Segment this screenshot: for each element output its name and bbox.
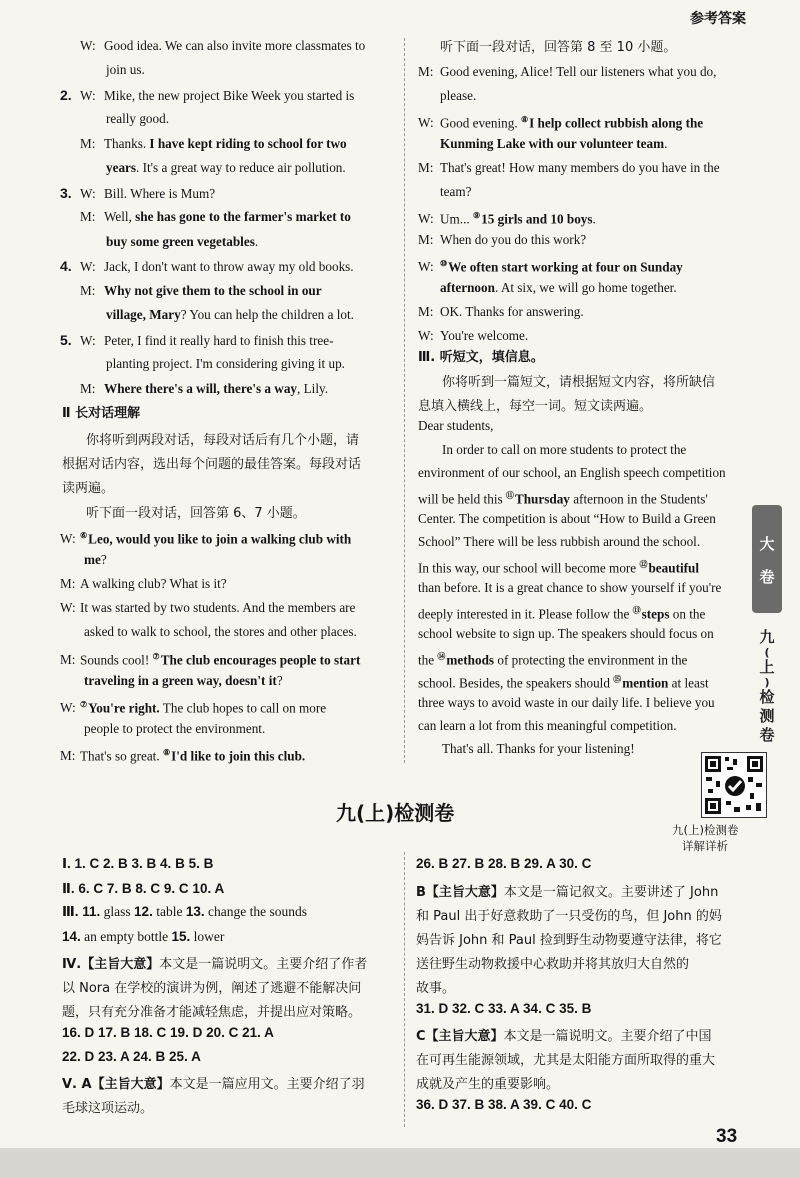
- answer-summary: B【主旨大意】本文是一篇记叙文。主要讲述了 John: [416, 885, 719, 900]
- dialogue-line: planting project. I'm considering giving it up.: [106, 356, 345, 371]
- answer-summary: Ⅴ. A【主旨大意】本文是一篇应用文。主要介绍了羽: [62, 1077, 365, 1092]
- dialogue-line: M: A walking club? What is it?: [60, 576, 227, 591]
- dialogue-line: Kunming Lake with our volunteer team.: [440, 136, 668, 151]
- dialogue-line: W: ⑦You're right. The club hopes to call on more: [60, 700, 327, 716]
- side-tab-char: 卷: [759, 568, 775, 586]
- answer-summary-line: 成就及产生的重要影响。: [416, 1077, 560, 1092]
- dialogue-line: M: Sounds cool! ⑦The club encourages people to start: [60, 652, 361, 668]
- dialogue-line: W: It was started by two students. And the members are: [60, 600, 356, 615]
- dialogue-line: M: That's so great. ⑧I'd like to join this club.: [60, 748, 306, 764]
- qr-caption-2: 详解详析: [682, 839, 728, 853]
- dialogue-line: M: Where there's a will, there's a way, Lily.: [80, 381, 329, 396]
- passage-line: school. Besides, the speakers should ⑮mention at least: [418, 675, 709, 691]
- answer-summary-line: 题，只有充分准备才能减轻焦虑，并提出应对策略。: [62, 1005, 362, 1020]
- dialogue-line: M: Why not give them to the school in our: [80, 283, 322, 298]
- page-number: 33: [716, 1126, 738, 1147]
- section2-intro-3: 读两遍。: [62, 481, 115, 496]
- passage-line: can learn a lot from this meaningful competition.: [418, 718, 677, 733]
- dialogue-line: join us.: [106, 62, 145, 77]
- passage-line: In this way, our school will become more ⑫beautiful: [418, 560, 700, 576]
- dialogue-line: team?: [440, 184, 472, 199]
- dialogue-line: 3. W: Bill. Where is Mum?: [60, 185, 216, 201]
- dialogue-line: asked to walk to school, the stores and other places.: [84, 624, 357, 639]
- dialogue-line: W: ⑥Leo, would you like to join a walking club with: [60, 531, 352, 547]
- dialogue-line: W: Good idea. We can also invite more classmates to: [80, 38, 366, 53]
- dialogue-line: buy some green vegetables.: [106, 234, 259, 249]
- dialogue-line: traveling in a green way, doesn't it?: [84, 673, 283, 688]
- section3-heading: Ⅲ. 听短文，填信息。: [418, 350, 544, 365]
- dialogue-line: W: Good evening. ⑧I help collect rubbish along the: [418, 115, 704, 131]
- passage-line: Center. The competition is about “How to Build a Green: [418, 511, 716, 526]
- dialogue-line: 4. W: Jack, I don't want to throw away my old books.: [60, 258, 354, 274]
- answer-row: 14. an empty bottle 15. lower: [62, 929, 225, 944]
- section2-intro-1: 你将听到两段对话，每段对话后有几个小题，请: [86, 433, 360, 448]
- answer-summary: Ⅳ.【主旨大意】本文是一篇说明文。主要介绍了作者: [62, 957, 368, 972]
- answer-summary-line: 故事。: [416, 981, 456, 996]
- qr-code[interactable]: [701, 752, 767, 818]
- answer-summary-line: 在可再生能源领域，尤其是太阳能方面所取得的重大: [416, 1053, 716, 1068]
- dialogue-line: really good.: [106, 111, 169, 126]
- dialogue-line: W: Um... ⑨15 girls and 10 boys.: [418, 211, 596, 227]
- dialogue-line: me?: [84, 552, 107, 567]
- section3-intro-2: 息填入横线上，每空一词。短文读两遍。: [418, 399, 653, 414]
- column-divider: [404, 38, 405, 763]
- listen-instruction-1: 听下面一段对话，回答第 6、7 小题。: [86, 506, 306, 521]
- dialogue-line: people to protect the environment.: [84, 721, 266, 736]
- passage-line: School” There will be less rubbish around the school.: [418, 534, 701, 549]
- answer-summary-line: 送往野生动物救援中心救助并将其放归大自然的: [416, 957, 690, 972]
- header-title: 参考答案: [690, 11, 746, 27]
- passage-line: three ways to avoid waste in our daily life. I believe you: [418, 695, 715, 710]
- passage-line: That's all. Thanks for your listening!: [442, 741, 635, 756]
- passage-line: than before. It is a great chance to show yourself if you're: [418, 580, 722, 595]
- answer-row: 26. B 27. B 28. B 29. A 30. C: [416, 856, 592, 871]
- answer-row: Ⅰ. 1. C 2. B 3. B 4. B 5. B: [62, 856, 214, 871]
- answers-title: 九(上)检测卷: [336, 801, 455, 825]
- answer-summary: C【主旨大意】本文是一篇说明文。主要介绍了中国: [416, 1029, 712, 1044]
- dialogue-line: years. It's a great way to reduce air pollution.: [106, 160, 346, 175]
- qr-pattern: [702, 753, 766, 817]
- section2-intro-2: 根据对话内容，选出每个问题的最佳答案。每段对话: [62, 457, 362, 472]
- answer-row: 22. D 23. A 24. B 25. A: [62, 1049, 201, 1064]
- dialogue-line: W: You're welcome.: [418, 328, 529, 343]
- answer-row: 31. D 32. C 33. A 34. C 35. B: [416, 1001, 592, 1016]
- answer-row: Ⅲ. 11. glass 12. table 13. change the sounds: [62, 904, 307, 919]
- qr-caption-1: 九(上)检测卷: [672, 823, 739, 837]
- page-bottom-edge: [0, 1148, 800, 1178]
- dialogue-line: 5. W: Peter, I find it really hard to finish this tree-: [60, 332, 334, 348]
- dialogue-line: M: Well, she has gone to the farmer's market to: [80, 209, 351, 224]
- dialogue-line: W: ⑩We often start working at four on Sunday: [418, 259, 683, 275]
- dialogue-line: M: OK. Thanks for answering.: [418, 304, 584, 319]
- answer-summary-line: 毛球这项运动。: [62, 1101, 154, 1116]
- answer-row: 16. D 17. B 18. C 19. D 20. C 21. A: [62, 1025, 274, 1040]
- section3-intro-1: 你将听到一篇短文，请根据短文内容，将所缺信: [442, 375, 716, 390]
- passage-line: environment of our school, an English speech competition: [418, 465, 726, 480]
- dialogue-line: M: That's great! How many members do you have in the: [418, 160, 720, 175]
- passage-line: will be held this ⑪Thursday afternoon in the Students': [418, 491, 708, 507]
- side-tab: [752, 505, 782, 613]
- answers-column-divider: [404, 852, 405, 1127]
- passage-line: the ⑭methods of protecting the environment in the: [418, 652, 688, 668]
- listen-instruction-2: 听下面一段对话，回答第 8 至 10 小题。: [440, 40, 677, 55]
- dialogue-line: afternoon. At six, we will go home together.: [440, 280, 677, 295]
- passage-line: deeply interested in it. Please follow the ⑬steps on the: [418, 606, 706, 622]
- side-vertical-label: 九 ( 上 ) 检 测 卷: [759, 628, 775, 744]
- answer-row: 36. D 37. B 38. A 39. C 40. C: [416, 1097, 592, 1112]
- passage-greeting: Dear students,: [418, 418, 494, 433]
- answer-row: Ⅱ. 6. C 7. B 8. C 9. C 10. A: [62, 881, 225, 896]
- answer-summary-line: 妈告诉 John 和 Paul 捡到野生动物要遵守法律，将它: [416, 933, 722, 948]
- answer-summary-line: 以 Nora 在学校的演讲为例，阐述了逃避不能解决问: [62, 981, 362, 996]
- dialogue-line: village, Mary? You can help the children a lot.: [106, 307, 354, 322]
- dialogue-line: M: Thanks. I have kept riding to school for two: [80, 136, 347, 151]
- passage-line: school website to sign up. The speakers should focus on: [418, 626, 714, 641]
- passage-line: In order to call on more students to protect the: [442, 442, 687, 457]
- dialogue-line: M: When do you do this work?: [418, 232, 587, 247]
- answer-summary-line: 和 Paul 出于好意救助了一只受伤的鸟，但 John 的妈: [416, 909, 722, 924]
- section2-heading: Ⅱ 长对话理解: [62, 406, 141, 421]
- dialogue-line: M: Good evening, Alice! Tell our listeners what you do,: [418, 64, 717, 79]
- dialogue-line: 2. W: Mike, the new project Bike Week you started is: [60, 87, 355, 103]
- side-tab-char: 大: [759, 535, 775, 553]
- dialogue-line: please.: [440, 88, 477, 103]
